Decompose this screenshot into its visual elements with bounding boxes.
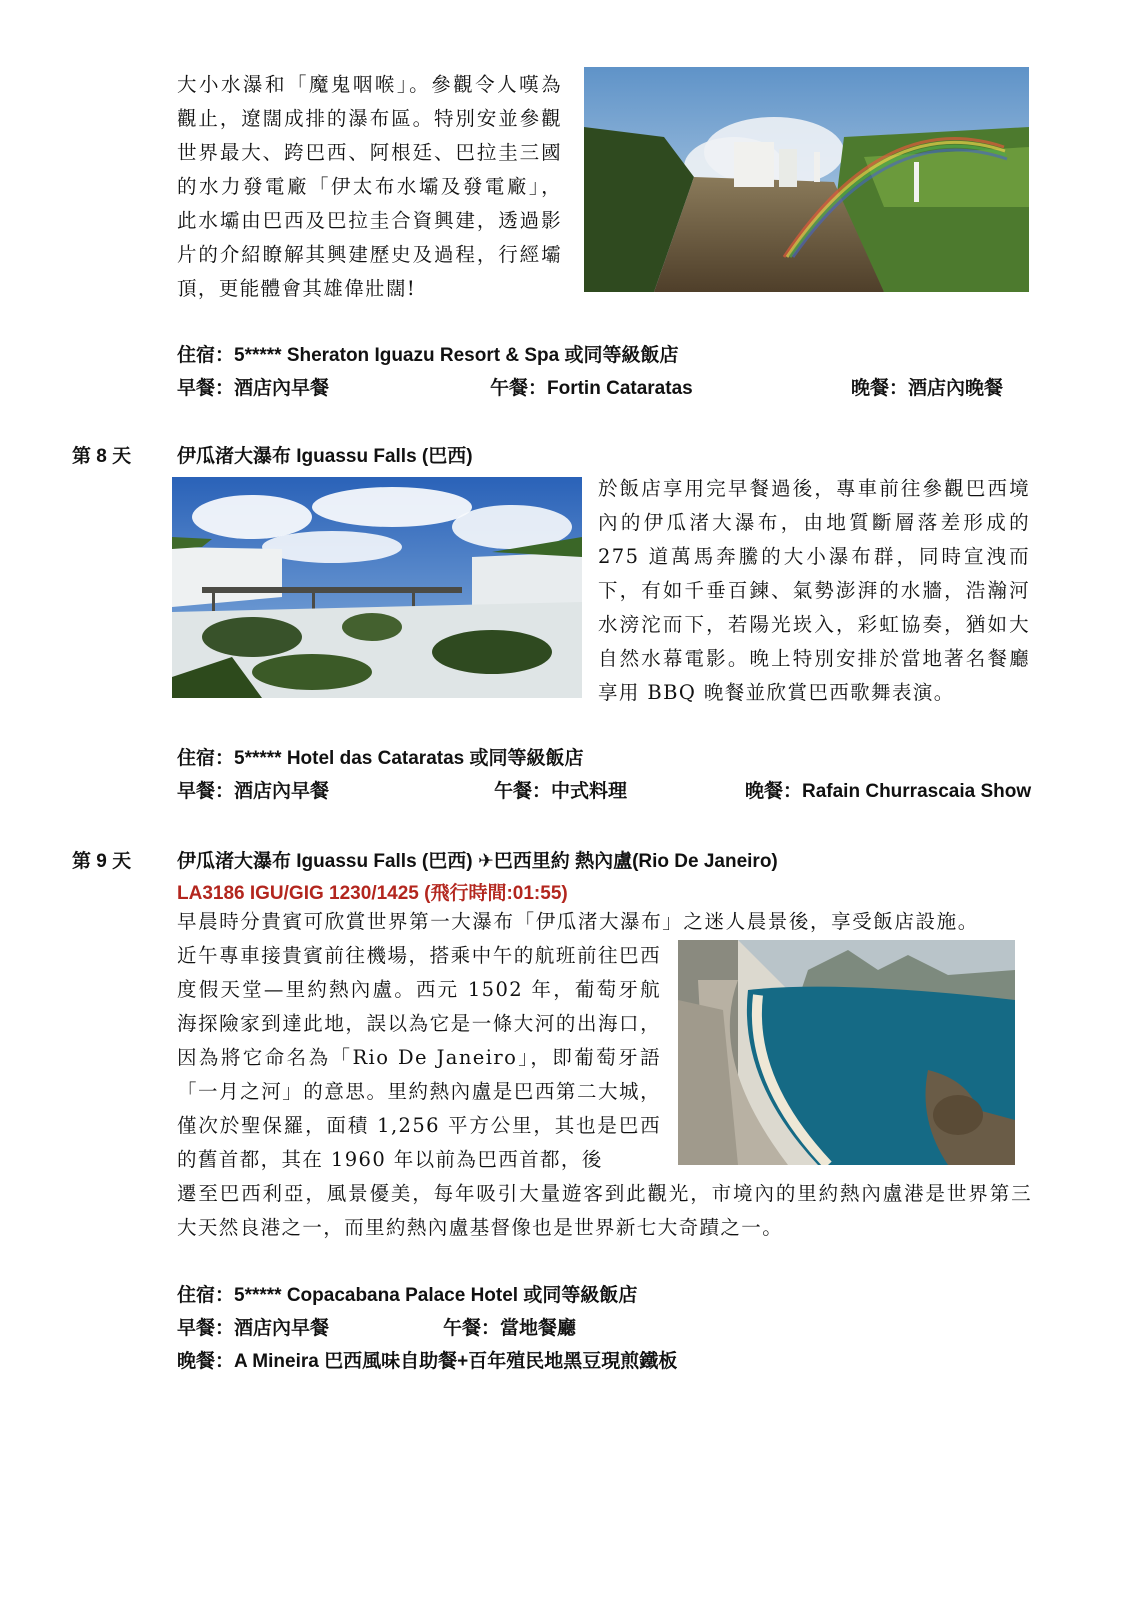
day9-paragraph-full: 遷至巴西利亞，風景優美，每年吸引大量遊客到此觀光，市境內的里約熱內盧港是世界第三大天然良港之一，而里約熱內盧基督像也是世界新七大奇蹟之一。 <box>177 1182 1032 1239</box>
day8-hotel: 住宿：5***** Hotel das Cataratas 或同等級飯店 <box>177 748 584 769</box>
day8-dinner: 晚餐：Rafain Churrascaia Show <box>745 781 1032 802</box>
intro-paragraph: 大小水瀑和「魔鬼咽喉」。參觀令人嘆為觀止，遼闊成排的瀑布區。特別安並參觀世界最大、跨巴西、阿根廷、巴拉圭三國的水力發電廠「伊太布水壩及發電廠」，此水壩由巴西及巴拉圭合資興建，透過影片的介紹瞭解其興建歷史及過程，行經壩頂，更能體會其雄偉壯闊! <box>177 73 562 300</box>
day9-dinner: 晚餐：A Mineira 巴西風味自助餐+百年殖民地黑豆現煎鐵板 <box>177 1351 678 1372</box>
day9-flight: LA3186 IGU/GIG 1230/1425 (飛行時間:01:55) <box>177 883 568 904</box>
iguazu-gorge-photo <box>584 67 1029 292</box>
day8-lunch: 午餐：中式料理 <box>494 781 628 802</box>
day9-lunch: 午餐：當地餐廳 <box>443 1318 577 1339</box>
day8-breakfast: 早餐：酒店內早餐 <box>177 781 330 802</box>
day7-breakfast: 早餐：酒店內早餐 <box>177 378 330 399</box>
day7-hotel: 住宿：5***** Sheraton Iguazu Resort & Spa 或同等級飯店 <box>177 345 679 366</box>
day9-paragraph-wrap: 近午專車接貴賓前往機場，搭乘中午的航班前往巴西度假天堂—里約熱內盧。西元 1502 年，葡萄牙航海探險家到達此地，誤以為它是一條大河的出海口，因為將它命名為「Rio De Janeiro」，即葡萄牙語「一月之河」的意思。里約熱內盧是巴西第二大城，僅次於聖保羅，面積 1,256 平方公里，其也是巴西的舊首都，其在 1960 年以前為巴西首都，後 <box>177 944 661 1171</box>
day8-label: 第 8 天 <box>72 446 132 467</box>
day9-breakfast: 早餐：酒店內早餐 <box>177 1318 330 1339</box>
day7-dinner: 晚餐：酒店內晚餐 <box>851 378 1004 399</box>
day9-label: 第 9 天 <box>72 851 132 872</box>
day9-title: 伊瓜渚大瀑布 Iguassu Falls (巴西) ✈巴西里約 熱內盧(Rio De Janeiro) <box>177 851 778 872</box>
iguassu-walkway-photo <box>172 477 582 698</box>
rio-copacabana-photo <box>678 940 1015 1165</box>
day8-paragraph: 於飯店享用完早餐過後，專車前往參觀巴西境內的伊瓜渚大瀑布，由地質斷層落差形成的 275 道萬馬奔騰的大小瀑布群，同時宣洩而下，有如千垂百鍊、氣勢澎湃的水牆，浩瀚河水滂沱而下，若陽光崁入，彩虹協奏，猶如大自然水幕電影。晚上特別安排於當地著名餐廳享用 BBQ 晚餐並欣賞巴西歌舞表演。 <box>598 477 1030 704</box>
day9-paragraph-line1: 早晨時分貴賓可欣賞世界第一大瀑布「伊瓜渚大瀑布」之迷人晨景後，享受飯店設施。 <box>177 910 979 933</box>
day7-lunch: 午餐：Fortin Cataratas <box>490 378 693 399</box>
day8-title: 伊瓜渚大瀑布 Iguassu Falls (巴西) <box>177 446 473 467</box>
day9-hotel: 住宿：5***** Copacabana Palace Hotel 或同等級飯店 <box>177 1285 638 1306</box>
